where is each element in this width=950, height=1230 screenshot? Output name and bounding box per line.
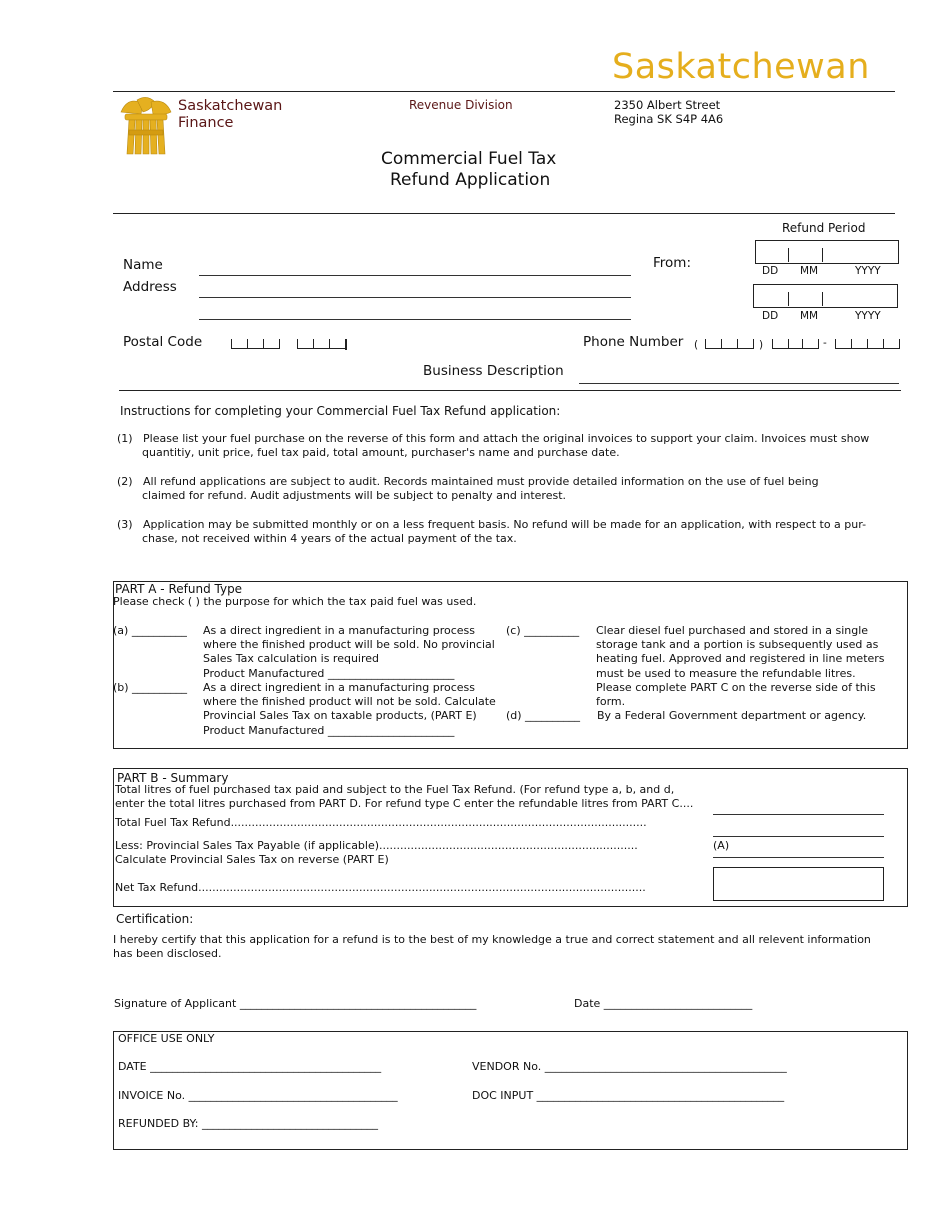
from-dd-label: DD xyxy=(762,265,779,277)
instruction-3-line2: chase, not received within 4 years of the actual payment of the tax. xyxy=(142,532,517,545)
refund-type-c-text-5: Please complete PART C on the reverse side of this xyxy=(596,681,876,694)
instruction-2-line1: All refund applications are subject to audit. Records maintained must provide detailed information on the use of fuel being xyxy=(143,475,819,488)
header-rule xyxy=(113,91,895,92)
total-fuel-tax-refund-field[interactable] xyxy=(713,836,884,837)
refund-type-c-checkline[interactable]: (c) __________ xyxy=(506,624,580,637)
refund-type-c-text-6: form. xyxy=(596,695,626,708)
from-label: From: xyxy=(653,255,691,271)
refund-type-c-text-4: must be used to measure the refundable litres. xyxy=(596,667,856,680)
refund-type-a-product[interactable]: Product Manufactured _______________________ xyxy=(203,667,455,680)
to-yyyy-label: YYYY xyxy=(855,310,881,322)
refund-type-c-text-3: heating fuel. Approved and registered in line meters xyxy=(596,652,885,665)
address-field-line2[interactable] xyxy=(199,319,631,320)
refund-type-d-text: By a Federal Government department or agency. xyxy=(597,709,867,722)
office-vendor-field[interactable]: VENDOR No. ____________________________________________ xyxy=(472,1060,787,1073)
refund-type-a-checkline[interactable]: (a) __________ xyxy=(113,624,187,637)
refund-type-c-text-2: storage tank and a portion is subsequently used as xyxy=(596,638,879,651)
refund-type-b-product[interactable]: Product Manufactured _______________________ xyxy=(203,724,455,737)
instruction-1-num: (1) xyxy=(117,432,133,445)
office-date-field[interactable]: DATE __________________________________________ xyxy=(118,1060,382,1073)
refund-type-b-text-1: As a direct ingredient in a manufacturing process xyxy=(203,681,475,694)
refund-type-c-text-1: Clear diesel fuel purchased and stored in a single xyxy=(596,624,869,637)
form-title-line1: Commercial Fuel Tax xyxy=(381,149,557,169)
to-mm-label: MM xyxy=(800,310,819,322)
office-address-line2: Regina SK S4P 4A6 xyxy=(614,112,724,126)
business-description-field[interactable] xyxy=(579,383,899,384)
from-yyyy-label: YYYY xyxy=(855,265,881,277)
instructions-heading: Instructions for completing your Commercial Fuel Tax Refund application: xyxy=(120,404,561,418)
part-b-title: PART B - Summary xyxy=(117,771,229,785)
certification-text-2: has been disclosed. xyxy=(113,947,222,960)
office-refunded-by-field[interactable]: REFUNDED BY: ________________________________ xyxy=(118,1117,378,1130)
instruction-1-line2: quantitiy, unit price, fuel tax paid, total amount, purchaser's name and purchase date. xyxy=(142,446,620,459)
instruction-2-num: (2) xyxy=(117,475,133,488)
form-title-line2: Refund Application xyxy=(390,170,551,190)
provincial-sales-tax-field[interactable] xyxy=(713,857,884,858)
division-label: Revenue Division xyxy=(409,98,513,112)
refund-type-a-text-2: where the finished product will be sold. No provincial xyxy=(203,638,495,651)
instruction-3-line1: Application may be submitted monthly or on a less frequent basis. No refund will be made for an application, with respect to a pur- xyxy=(143,518,867,531)
to-date-field[interactable] xyxy=(753,284,898,308)
office-doc-input-field[interactable]: DOC INPUT _____________________________________________ xyxy=(472,1089,785,1102)
total-fuel-tax-refund-label: Total Fuel Tax Refund....................................................................................................................... xyxy=(115,816,647,829)
phone-dash: - xyxy=(823,337,827,349)
net-tax-refund-field[interactable] xyxy=(713,867,884,901)
office-invoice-field[interactable]: INVOICE No. ______________________________________ xyxy=(118,1089,398,1102)
provincial-sales-tax-marker: (A) xyxy=(713,839,730,852)
to-dd-label: DD xyxy=(762,310,779,322)
refund-type-b-checkline[interactable]: (b) __________ xyxy=(113,681,188,694)
refund-type-b-text-2: where the finished product will not be sold. Calculate xyxy=(203,695,496,708)
refund-period-title: Refund Period xyxy=(782,221,866,235)
refund-type-a-text-1: As a direct ingredient in a manufacturing process xyxy=(203,624,475,637)
signature-date-field[interactable]: Date ___________________________ xyxy=(574,997,753,1010)
phone-label: Phone Number xyxy=(583,334,684,350)
part-b-litres-line1: Total litres of fuel purchased tax paid and subject to the Fuel Tax Refund. (For refund type a, b, and d, xyxy=(115,783,675,796)
part-b-litres-line2: enter the total litres purchased from PART D. For refund type C enter the refundable litres from PART C.... xyxy=(115,797,694,810)
applicant-section-rule xyxy=(119,390,901,391)
wheat-sheaf-logo xyxy=(117,96,175,156)
refund-type-b-text-3: Provincial Sales Tax on taxable products, (PART E) xyxy=(203,709,477,722)
from-date-field[interactable] xyxy=(755,240,899,264)
from-mm-label: MM xyxy=(800,265,819,277)
instruction-1-line1: Please list your fuel purchase on the reverse of this form and attach the original invoices to support your claim. Invoices must show xyxy=(143,432,870,445)
provincial-sales-tax-label: Less: Provincial Sales Tax Payable (if applicable).......................................................................... xyxy=(115,839,638,852)
total-litres-field[interactable] xyxy=(713,814,884,815)
refund-type-a-text-3: Sales Tax calculation is required xyxy=(203,652,380,665)
address-field-line1[interactable] xyxy=(199,297,631,298)
certification-text-1: I hereby certify that this application for a refund is to the best of my knowledge a true and correct statement and all relevent information xyxy=(113,933,871,946)
phone-paren-open: ( xyxy=(694,339,699,351)
part-a-title: PART A - Refund Type xyxy=(115,582,243,596)
refund-type-d-checkline[interactable]: (d) __________ xyxy=(506,709,581,722)
office-use-title: OFFICE USE ONLY xyxy=(118,1032,215,1045)
part-a-subtitle: Please check ( ) the purpose for which the tax paid fuel was used. xyxy=(113,595,477,608)
postal-code-label: Postal Code xyxy=(123,334,203,350)
instruction-3-num: (3) xyxy=(117,518,133,531)
province-wordmark: Saskatchewan xyxy=(612,47,870,87)
title-rule xyxy=(113,213,895,214)
office-address-line1: 2350 Albert Street xyxy=(614,98,721,112)
business-description-label: Business Description xyxy=(423,363,564,379)
certification-heading: Certification: xyxy=(116,912,194,926)
calc-sales-tax-note: Calculate Provincial Sales Tax on reverse (PART E) xyxy=(115,853,389,866)
address-label: Address xyxy=(123,279,177,295)
net-tax-refund-label: Net Tax Refund................................................................................................................................ xyxy=(115,881,646,894)
phone-paren-close: ) xyxy=(759,339,764,351)
dept-name-line2: Finance xyxy=(178,115,234,131)
name-label: Name xyxy=(123,257,163,273)
dept-name-line1: Saskatchewan xyxy=(178,98,283,114)
signature-field[interactable]: Signature of Applicant ___________________________________________ xyxy=(114,997,477,1010)
name-field[interactable] xyxy=(199,275,631,276)
instruction-2-line2: claimed for refund. Audit adjustments will be subject to penalty and interest. xyxy=(142,489,566,502)
